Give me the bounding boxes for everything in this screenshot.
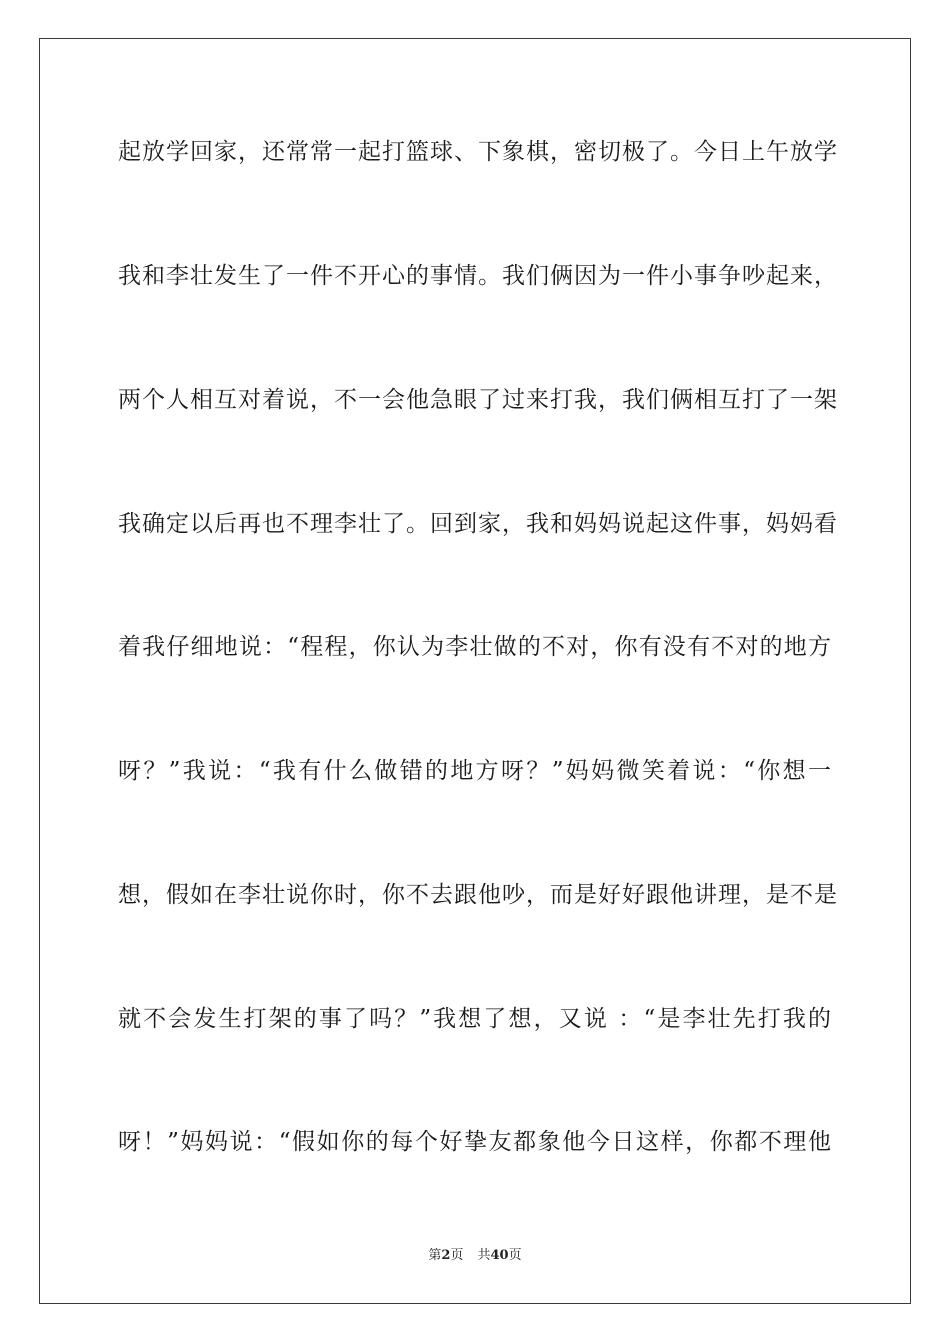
page-footer <box>0 1246 950 1266</box>
page-label-prefix: 第 <box>428 1248 442 1263</box>
total-pages: 40 <box>490 1248 509 1263</box>
total-label-suffix: 页 <box>508 1248 522 1263</box>
text-line: 起放学回家，还常常一起打篮球、下象棋，密切极了。今日上午放学 <box>118 139 838 165</box>
page-border <box>39 38 911 1304</box>
text-line: 呀？”我说：“我有什么做错的地方呀？”妈妈微笑着说：“你想一 <box>118 758 832 784</box>
total-label-prefix: 共 <box>477 1248 491 1263</box>
text-line: 就不会发生打架的事了吗？”我想了想，又说 ：“是李壮先打我的 <box>118 1006 832 1032</box>
text-line: 着我仔细地说：“程程，你认为李壮做的不对，你有没有不对的地方 <box>118 634 832 660</box>
text-line: 想，假如在李壮说你时，你不去跟他吵，而是好好跟他讲理，是不是 <box>118 882 838 908</box>
text-line: 呀！”妈妈说：“假如你的每个好挚友都象他今日这样，你都不理他 <box>118 1129 832 1155</box>
page-label-suffix: 页 <box>450 1248 464 1263</box>
page-number: 2 <box>441 1248 451 1263</box>
text-line: 我确定以后再也不理李壮了。回到家，我和妈妈说起这件事，妈妈看 <box>118 511 838 537</box>
text-line: 我和李壮发生了一件不开心的事情。我们俩因为一件小事争吵起来， <box>118 263 838 289</box>
text-line: 两个人相互对着说，不一会他急眼了过来打我，我们俩相互打了一架 <box>118 387 838 413</box>
